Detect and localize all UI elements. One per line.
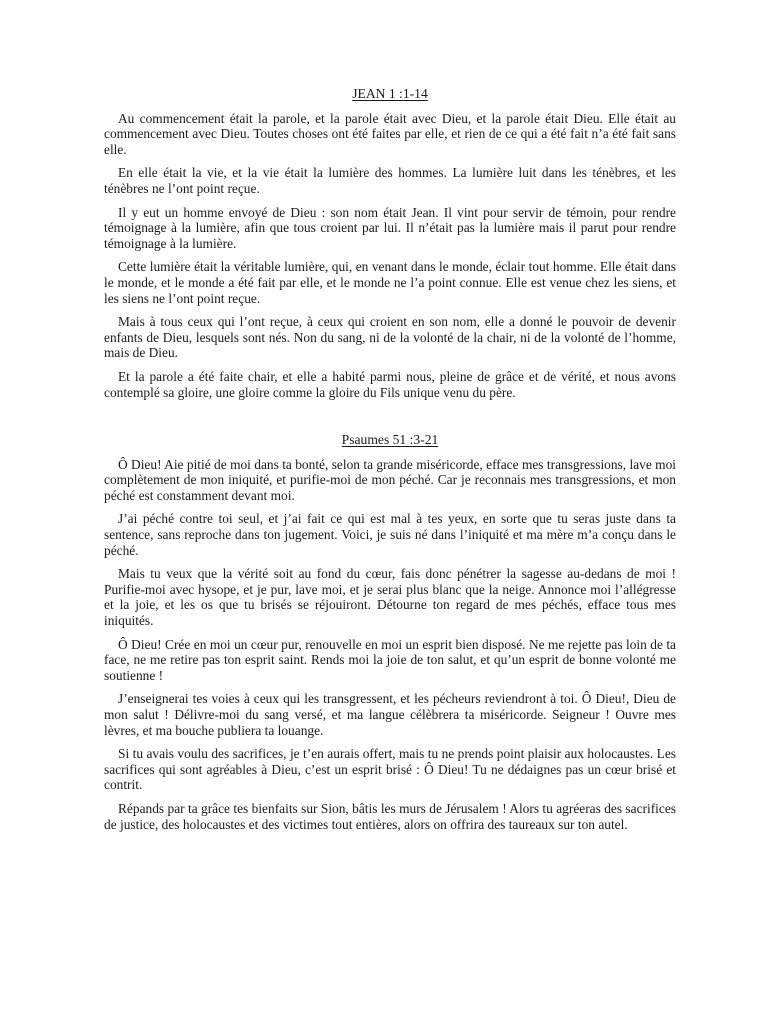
paragraph: Ô Dieu! Crée en moi un cœur pur, renouvelle en moi un esprit bien disposé. Ne me rejette pas loin de ta face, ne me retire pas ton esprit saint. Rends moi la joie de ton salut, et qu’un esprit de bonne volonté me soutienne ! (104, 636, 676, 683)
section-jean (104, 86, 676, 400)
paragraph: J’ai péché contre toi seul, et j’ai fait ce qui est mal à tes yeux, en sorte que tu seras juste dans ta sentence, sans reproche dans ton jugement. Voici, je suis né dans l’iniquité et ma mère m’a conçu dans le péché. (104, 511, 676, 558)
paragraph: Si tu avais voulu des sacrifices, je t’en aurais offert, mais tu ne prends point plaisir aux holocaustes. Les sacrifices qui sont agréables à Dieu, c’est un esprit brisé : Ô Dieu! Tu ne dédaignes pas un cœur brisé et contrit. (104, 746, 676, 793)
paragraph: Mais tu veux que la vérité soit au fond du cœur, fais donc pénétrer la sagesse au-dedans de moi ! Purifie-moi avec hysope, et je pur, lave moi, et je serai plus blanc que la neige. Annonce moi l’allégresse et la joie, et les os que tu brisés se réjouiront. Détourne ton regard de mes péchés, efface tous mes iniquités. (104, 566, 676, 629)
paragraph: En elle était la vie, et la vie était la lumière des hommes. La lumière luit dans les ténèbres, et les ténèbres ne l’ont point reçue. (104, 165, 676, 196)
paragraph: Au commencement était la parole, et la parole était avec Dieu, et la parole était Dieu. Elle était au commencement avec Dieu. Toutes choses ont été faites par elle, et rien de ce qui a été fait n’a été fait sans elle. (104, 110, 676, 157)
paragraph: J’enseignerai tes voies à ceux qui les transgressent, et les pécheurs reviendront à toi. Ô Dieu!, Dieu de mon salut ! Délivre-moi du sang versé, et ma langue célèbrera ta miséricorde. Seigneur ! Ouvre mes lèvres, et ma bouche publiera ta louange. (104, 691, 676, 738)
paragraph: Et la parole a été faite chair, et elle a habité parmi nous, pleine de grâce et de vérité, et nous avons contemplé sa gloire, une gloire comme la gloire du Fils unique venu du père. (104, 368, 676, 400)
paragraph: Répands par ta grâce tes bienfaits sur Sion, bâtis les murs de Jérusalem ! Alors tu agréeras des sacrifices de justice, des holocaustes et des victimes tout entières, alors on offrira des taureaux sur ton autel. (104, 800, 676, 832)
section-title-psaumes: Psaumes 51 :3-21 (341, 432, 439, 448)
paragraph: Mais à tous ceux qui l’ont reçue, à ceux qui croient en son nom, elle a donné le pouvoir de devenir enfants de Dieu, lesquels sont nés. Non du sang, ni de la volonté de la chair, ni de la volonté de l’homme, mais de Dieu. (104, 314, 676, 361)
section-title-jean: JEAN 1 :1-14 (352, 86, 428, 101)
section-spacer (104, 408, 676, 432)
section-psaumes (104, 432, 676, 832)
document-page (104, 86, 676, 840)
paragraph: Cette lumière était la véritable lumière, qui, en venant dans le monde, éclair tout homme. Elle était dans le monde, et le monde a été fait par elle, et le monde ne l’a point connue. Elle est venue chez les siens, et les siens ne l’ont point reçue. (104, 259, 676, 306)
paragraph: Ô Dieu! Aie pitié de moi dans ta bonté, selon ta grande miséricorde, efface mes transgressions, lave moi complètement de mon iniquité, et purifie-moi de mon péché. Car je reconnais mes transgressions, et mon péché est constamment devant moi. (104, 456, 676, 503)
paragraph: Il y eut un homme envoyé de Dieu : son nom était Jean. Il vint pour servir de témoin, pour rendre témoignage à la lumière, afin que tous croient par lui. Il n’était pas la lumière mais il parut pour rendre témoignage à la lumière. (104, 204, 676, 251)
